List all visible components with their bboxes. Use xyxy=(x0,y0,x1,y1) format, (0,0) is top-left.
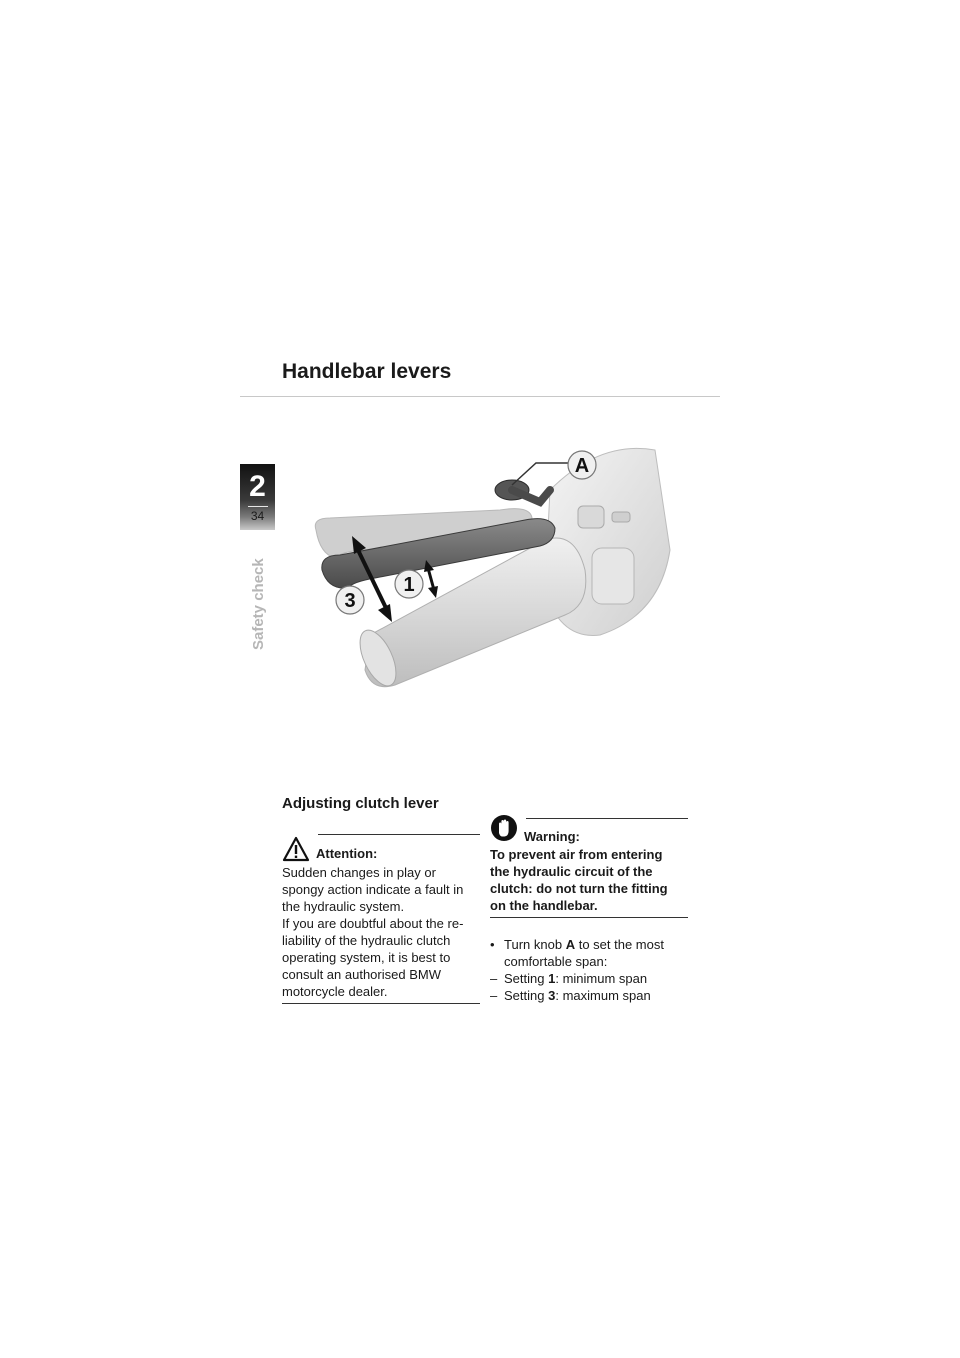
step-text: Setting xyxy=(504,971,545,986)
step-setting-3 xyxy=(490,987,688,1004)
warning-label: Warning: xyxy=(524,829,580,844)
warning-line: on the handlebar. xyxy=(490,898,598,913)
section-heading: Adjusting clutch lever xyxy=(282,795,439,812)
dash-mark: – xyxy=(490,988,498,1003)
attention-note-header xyxy=(282,834,480,864)
chapter-tab-divider xyxy=(248,506,268,507)
attention-note xyxy=(282,834,480,1004)
attention-line: the hydraulic system. xyxy=(282,899,405,914)
attention-top-rule xyxy=(318,834,480,835)
warning-bottom-rule xyxy=(490,917,688,918)
chapter-side-label: Safety check xyxy=(250,558,267,650)
attention-line: If you are doubtful about the re- xyxy=(282,916,464,931)
warning-triangle-icon xyxy=(282,836,310,862)
clutch-lever-illustration xyxy=(300,430,680,700)
step-turn-knob-cont: comfortable span: xyxy=(504,954,608,969)
step-key: 1 xyxy=(548,971,556,986)
attention-text xyxy=(282,864,480,1000)
attention-bottom-rule xyxy=(282,1003,480,1004)
step-text: : minimum span xyxy=(555,971,648,986)
warning-text xyxy=(490,846,688,914)
bullet-mark: • xyxy=(490,937,495,952)
callout-1-label: 1 xyxy=(403,574,415,596)
page-number: 34 xyxy=(250,509,265,523)
warning-note-header xyxy=(490,818,688,846)
adjustment-steps xyxy=(490,936,688,1004)
dash-mark: – xyxy=(490,971,498,986)
attention-line: operating system, it is best to xyxy=(282,950,451,965)
step-turn-knob xyxy=(490,936,688,953)
warning-line: clutch: do not turn the fitting xyxy=(490,881,668,896)
warning-line: To prevent air from entering xyxy=(490,847,663,862)
warning-note xyxy=(490,818,688,1004)
step-key: 3 xyxy=(548,988,556,1003)
callout-a-label: A xyxy=(574,455,590,477)
step-text: : maximum span xyxy=(555,988,651,1003)
step-text: Setting xyxy=(504,988,545,1003)
step-key: A xyxy=(565,937,576,952)
step-text: Turn knob xyxy=(504,937,563,952)
warning-line: the hydraulic circuit of the xyxy=(490,864,653,879)
step-setting-1 xyxy=(490,970,688,987)
attention-label: Attention: xyxy=(316,846,378,861)
callout-3-label: 3 xyxy=(344,590,356,612)
chapter-number: 2 xyxy=(249,470,266,503)
attention-line: liability of the hydraulic clutch xyxy=(282,933,451,948)
page-title: Handlebar levers xyxy=(282,360,452,383)
raised-hand-icon xyxy=(490,814,518,842)
warning-top-rule xyxy=(526,818,688,819)
attention-line: consult an authorised BMW xyxy=(282,967,441,982)
title-divider xyxy=(240,396,720,397)
attention-line: spongy action indicate a fault in xyxy=(282,882,464,897)
attention-line: motorcycle dealer. xyxy=(282,984,388,999)
attention-line: Sudden changes in play or xyxy=(282,865,436,880)
step-text: to set the most xyxy=(578,937,664,952)
